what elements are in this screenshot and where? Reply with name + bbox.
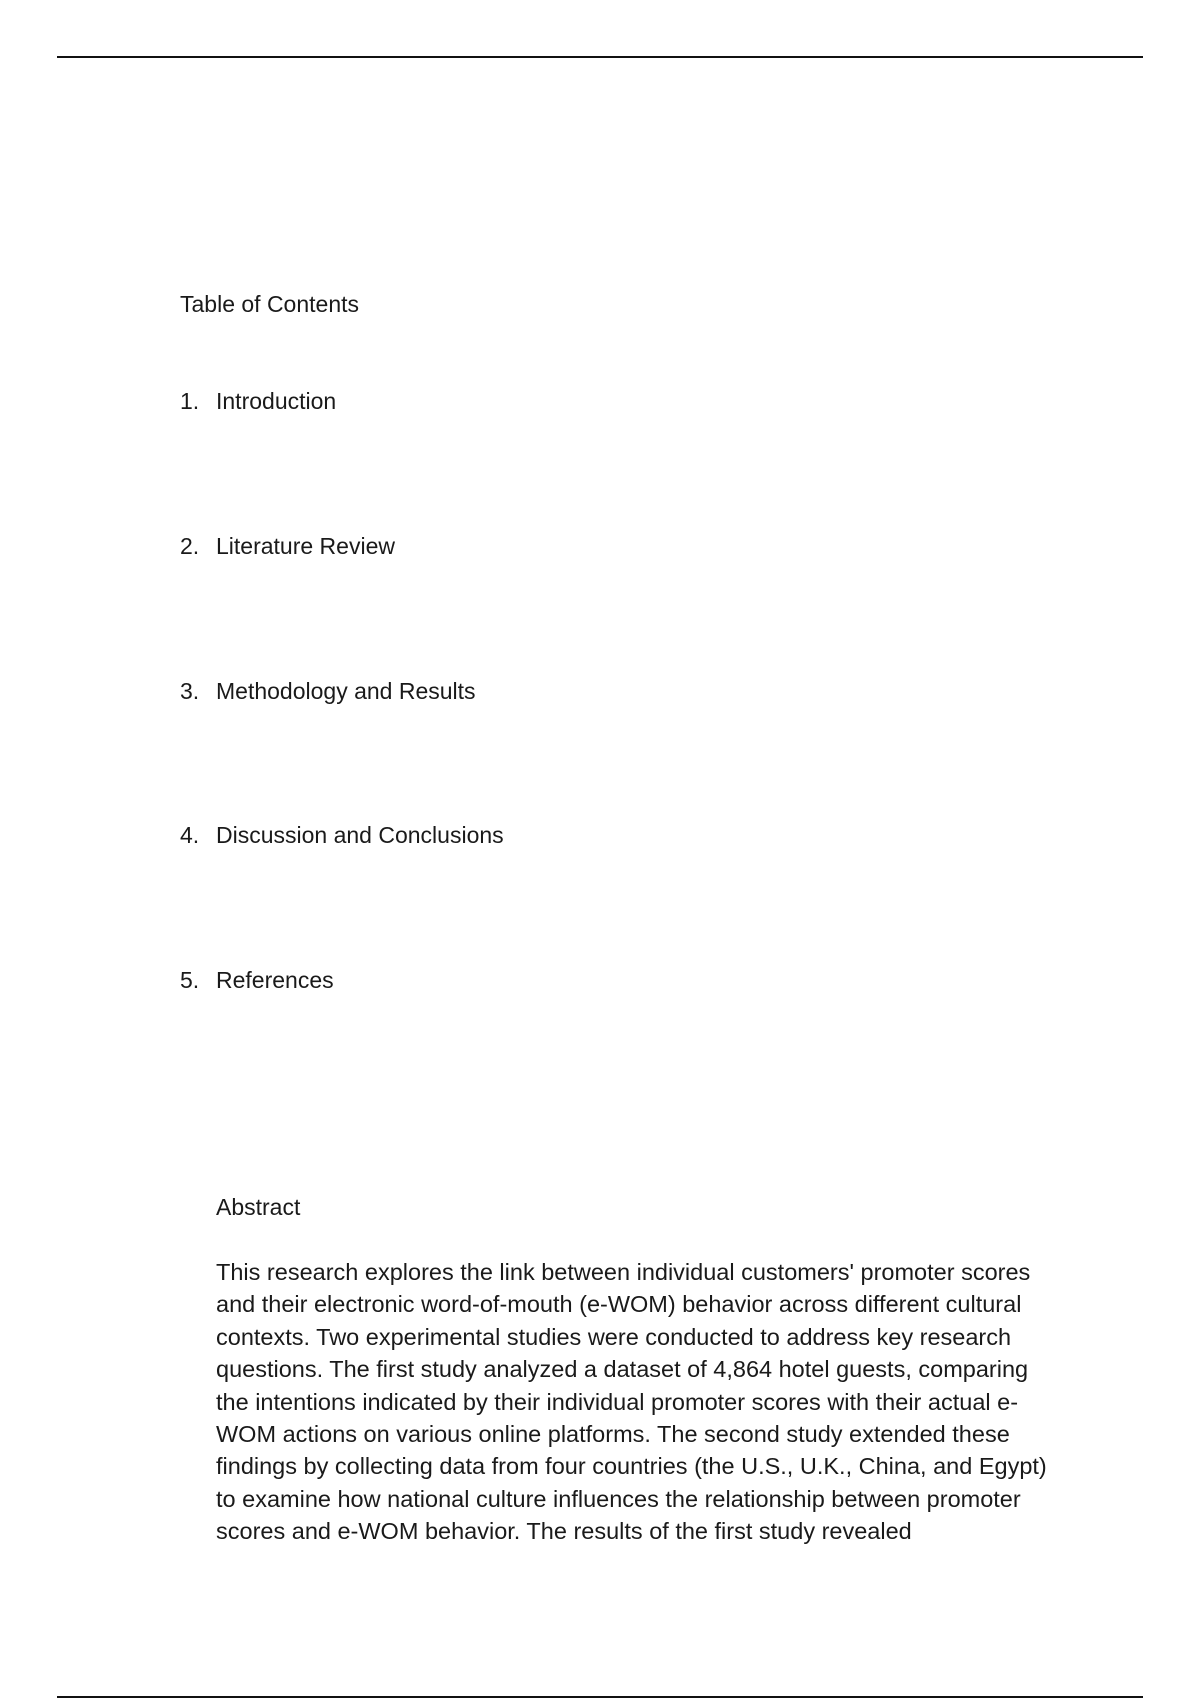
- toc-item-label: Methodology and Results: [216, 678, 476, 704]
- abstract-body: This research explores the link between individual customers' promoter scores and their electronic word-of-mouth (e-WOM) behavior across different cultural contexts. Two experimental studies were conducted to address key research questions. The first study analyzed a dataset of 4,864 hotel guests, comparing the intentions indicated by their individual promoter scores with their actual e-WOM actions on various online platforms. The second study extended these findings by collecting data from four countries (the U.S., U.K., China, and Egypt) to examine how national culture influences the relationship between promoter scores and e-WOM behavior. The results of the first study revealed: [216, 1259, 1047, 1545]
- abstract-heading: Abstract: [216, 1194, 301, 1220]
- toc-item-number: 3.: [180, 678, 200, 704]
- toc-item-number: 1.: [180, 388, 200, 414]
- toc-item-methodology: [180, 677, 476, 705]
- toc-item-discussion: [180, 821, 504, 849]
- toc-item-literature-review: [180, 532, 395, 560]
- toc-item-label: Introduction: [216, 388, 337, 414]
- header-rule: [57, 56, 1143, 58]
- toc-item-number: 4.: [180, 822, 200, 848]
- toc-item-number: 5.: [180, 967, 200, 993]
- toc-item-number: 2.: [180, 533, 200, 559]
- toc-item-introduction: [180, 387, 336, 415]
- toc-item-label: Literature Review: [216, 533, 395, 559]
- toc-item-label: References: [216, 967, 334, 993]
- toc-item-label: Discussion and Conclusions: [216, 822, 504, 848]
- footer-rule: [57, 1696, 1143, 1698]
- toc-item-references: [180, 966, 334, 994]
- toc-title: Table of Contents: [180, 291, 360, 317]
